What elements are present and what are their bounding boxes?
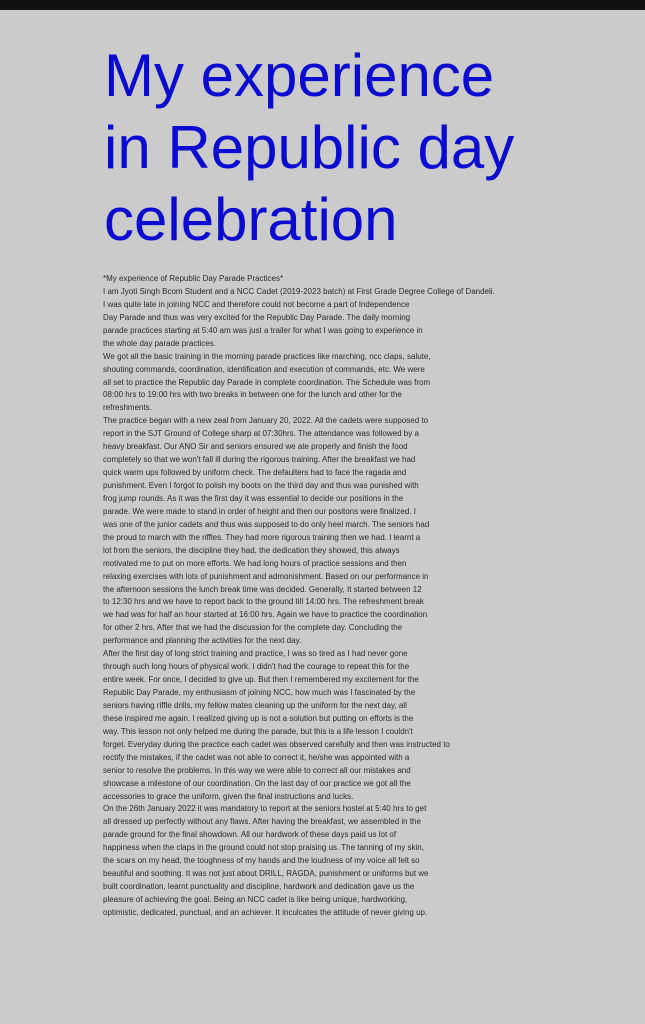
text-line: completely so that we won't fall ill during the rigorous training. After the breakfast we had xyxy=(103,455,416,465)
text-line: the whole day parade practices. xyxy=(103,338,216,348)
text-line: On the 26th January 2022 it was mandatory to report at the seniors hostel at 5:40 hrs to get xyxy=(103,804,427,814)
text-line: relaxing exercises with lots of punishment and admonishment. Based on our performance in xyxy=(103,571,429,581)
text-line: parade ground for the final showdown. All our hardwork of these days paid us lot of xyxy=(103,830,397,840)
text-line: lot from the seniors, the discipline they had, the dedication they showed, this always xyxy=(103,545,400,555)
text-line: performance and planning the activities for the next day. xyxy=(103,636,302,646)
title-line: My experience xyxy=(104,42,495,109)
text-line: way. This lesson not only helped me during the parade, but this is a life lesson I couldn't xyxy=(103,726,413,736)
text-line: Republic Day Parade, my enthusiasm of joining NCC, how much was I fascinated by the xyxy=(103,688,416,697)
text-line: the scars on my head, the toughness of my hands and the loudness of my voice all felt so xyxy=(103,856,420,866)
text-line: forget. Everyday during the practice each cadet was observed carefully and then was instructed to xyxy=(103,739,450,749)
text-line: happiness when the claps in the ground could not stop praising us. The tanning of my skin, xyxy=(103,843,424,853)
text-line: parade practices starting at 5:40 am was just a trailer for what I was going to experience in xyxy=(103,325,423,335)
text-line: report in the SJT Ground of College sharp at 07:30hrs. The attendance was followed by a xyxy=(103,429,419,439)
text-line: senior to resolve the problems. In this way we were able to correct all our mistakes and xyxy=(103,765,411,775)
text-line: *My experience of Republic Day Parade Practices* xyxy=(103,274,284,283)
text-line: entire week. For once, I decided to give up. But then I remembered my excitement for the xyxy=(103,675,419,685)
text-line: we had was for half an hour started at 16:00 hrs. Again we have to practice the coordination xyxy=(103,610,428,620)
text-line: these inspired me again. I realized giving up is not a solution but putting on efforts is the xyxy=(103,713,414,723)
top-bar xyxy=(0,0,645,10)
text-line: the proud to march with the riffles. They had more rigorous training then we had. I learnt a xyxy=(103,532,421,542)
text-line: seniors having riffle drills, my fellow mates cleaning up the uniform for the next day, all xyxy=(103,700,407,710)
text-line: accessories to grace the uniform, given the final instructions and lucks. xyxy=(103,791,354,801)
text-line: I was quite late in joining NCC and therefore could not become a part of Independence xyxy=(103,299,410,309)
text-line: quick warm ups followed by uniform check. The defaulters had to face the ragada and xyxy=(103,468,407,478)
text-line: beautiful and soothing. It was not just about DRILL, RAGDA, punishment or uniforms but we xyxy=(103,869,429,879)
text-line: parade. We were made to stand in order of height and then our positons were finalized. I xyxy=(103,506,416,516)
title-line: in Republic day xyxy=(104,114,515,181)
text-line: punishment. Even I forgot to polish my boots on the third day and thus was punished with xyxy=(103,481,419,490)
text-line: refreshments. xyxy=(103,403,152,413)
text-line: shouting commands, coordination, identification and execution of commands, etc. We were xyxy=(103,364,425,374)
title-line: celebration xyxy=(104,186,398,253)
text-line: The practice began with a new zeal from January 20, 2022. All the cadets were supposed to xyxy=(103,416,429,426)
text-line: to 12:30 hrs and we have to report back to the ground till 14:00 hrs. The refreshment break xyxy=(103,597,424,607)
text-line: pleasure of achieving the goal. Being an NCC cadet is like being unique, hardworking, xyxy=(103,895,408,904)
text-line: showcase a milestone of our coordination. On the last day of our practice we got all the xyxy=(103,778,411,788)
text-line: rectify the mistakes, if the cadet was not able to correct it, he/she was appointed with a xyxy=(103,752,410,762)
text-line: optimistic, dedicated, punctual, and an achiever. It inculcates the attitude of never giving up. xyxy=(103,907,428,917)
text-line: After the first day of long strict training and practice, I was so tired as I had never gone xyxy=(103,649,408,659)
text-line: built coordination, learnt punctuality and discipline, hardwork and dedication gave us the xyxy=(103,882,415,892)
text-line: all dressed up perfectly without any flaws. After having the breakfast, we assembled in the xyxy=(103,817,421,827)
text-line: frog jump rounds. As it was the first day it was essential to decide our positions in the xyxy=(103,493,404,503)
text-line: all set to practice the Republic day Parade in complete coordination. The Schedule was from xyxy=(103,377,431,387)
page-title xyxy=(104,40,624,256)
article-body xyxy=(103,273,523,920)
text-line: I am Jyoti Singh Bcom Student and a NCC Cadet (2019-2023 batch) at First Grade Degree College of Dandeli. xyxy=(103,286,495,296)
text-line: 08:00 hrs to 19:00 hrs with two breaks in between one for the lunch and other for the xyxy=(103,390,402,400)
text-line: We got all the basic training in the morning parade practices like marching, ncc claps, salute, xyxy=(103,351,431,361)
text-line: motivated me to put on more efforts. We had long hours of practice sessions and then xyxy=(103,558,407,568)
text-line: was one of the junior cadets and thus was supposed to do only heel march. The seniors had xyxy=(103,519,430,529)
text-line: heavy breakfast. Our ANO Sir and seniors ensured we ate properly and finish the food xyxy=(103,442,408,452)
text-line: Day Parade and thus was very excited for the Republic Day Parade. The daily morning xyxy=(103,312,411,322)
text-line: the afternoon sessions the lunch break time was decided. Generally, It started between 12 xyxy=(103,584,422,594)
text-line: for other 2 hrs. After that we had the discussion for the complete day. Concluding the xyxy=(103,623,403,633)
text-line: through such long hours of physical work. I didn't had the courage to repeat this for the xyxy=(103,662,410,672)
